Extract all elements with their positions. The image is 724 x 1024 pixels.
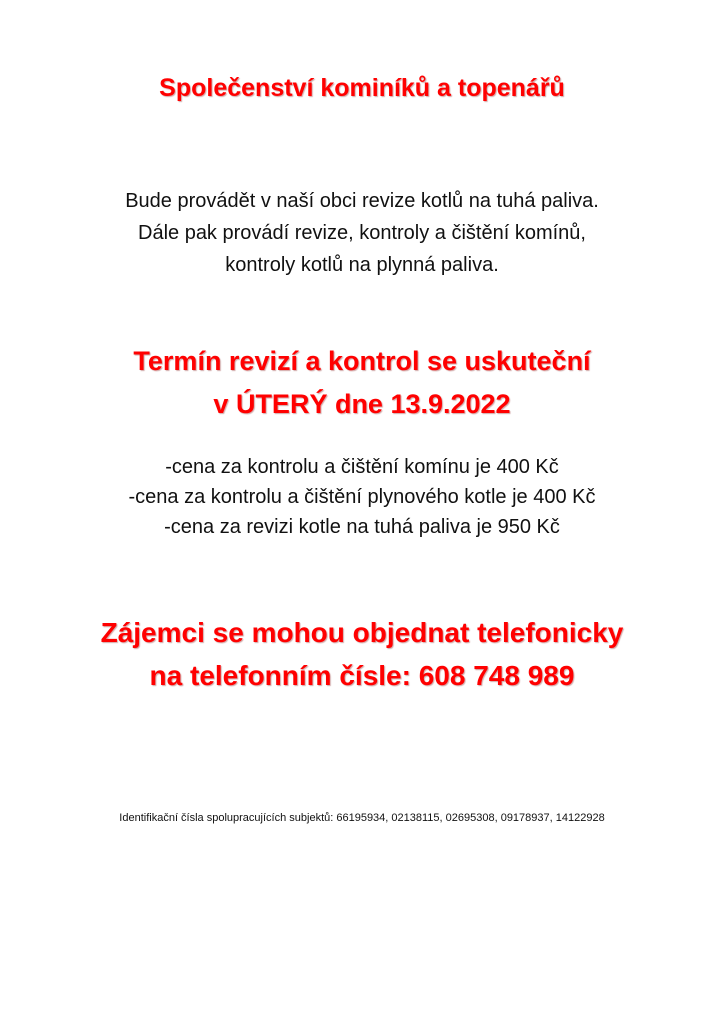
term-heading-line-2: v ÚTERÝ dne 13.9.2022 bbox=[213, 389, 511, 419]
price-item-gas-boiler: -cena za kontrolu a čištění plynového kotle je 400 Kč bbox=[128, 486, 596, 508]
contact-phone-line: na telefonním čísle: 608 748 989 bbox=[149, 660, 575, 691]
intro-line-1: Bude provádět v naší obci revize kotlů na tuhá paliva. bbox=[125, 190, 599, 212]
price-item-solid-fuel-boiler: -cena za revizi kotle na tuhá paliva je 950 Kč bbox=[164, 516, 560, 538]
price-item-chimney: -cena za kontrolu a čištění komínu je 400 Kč bbox=[165, 456, 559, 478]
contact-line-1: Zájemci se mohou objednat telefonicky bbox=[100, 617, 624, 648]
intro-line-2: Dále pak provádí revize, kontroly a čištění komínů, bbox=[138, 222, 586, 244]
notice-title: Společenství kominíků a topenářů bbox=[159, 74, 565, 102]
term-heading-line-1: Termín revizí a kontrol se uskuteční bbox=[133, 346, 591, 376]
footer-identification-numbers: Identifikační čísla spolupracujících subjektů: 66195934, 02138115, 02695308, 09178937, 14122928 bbox=[119, 812, 605, 824]
intro-line-3: kontroly kotlů na plynná paliva. bbox=[225, 254, 499, 276]
